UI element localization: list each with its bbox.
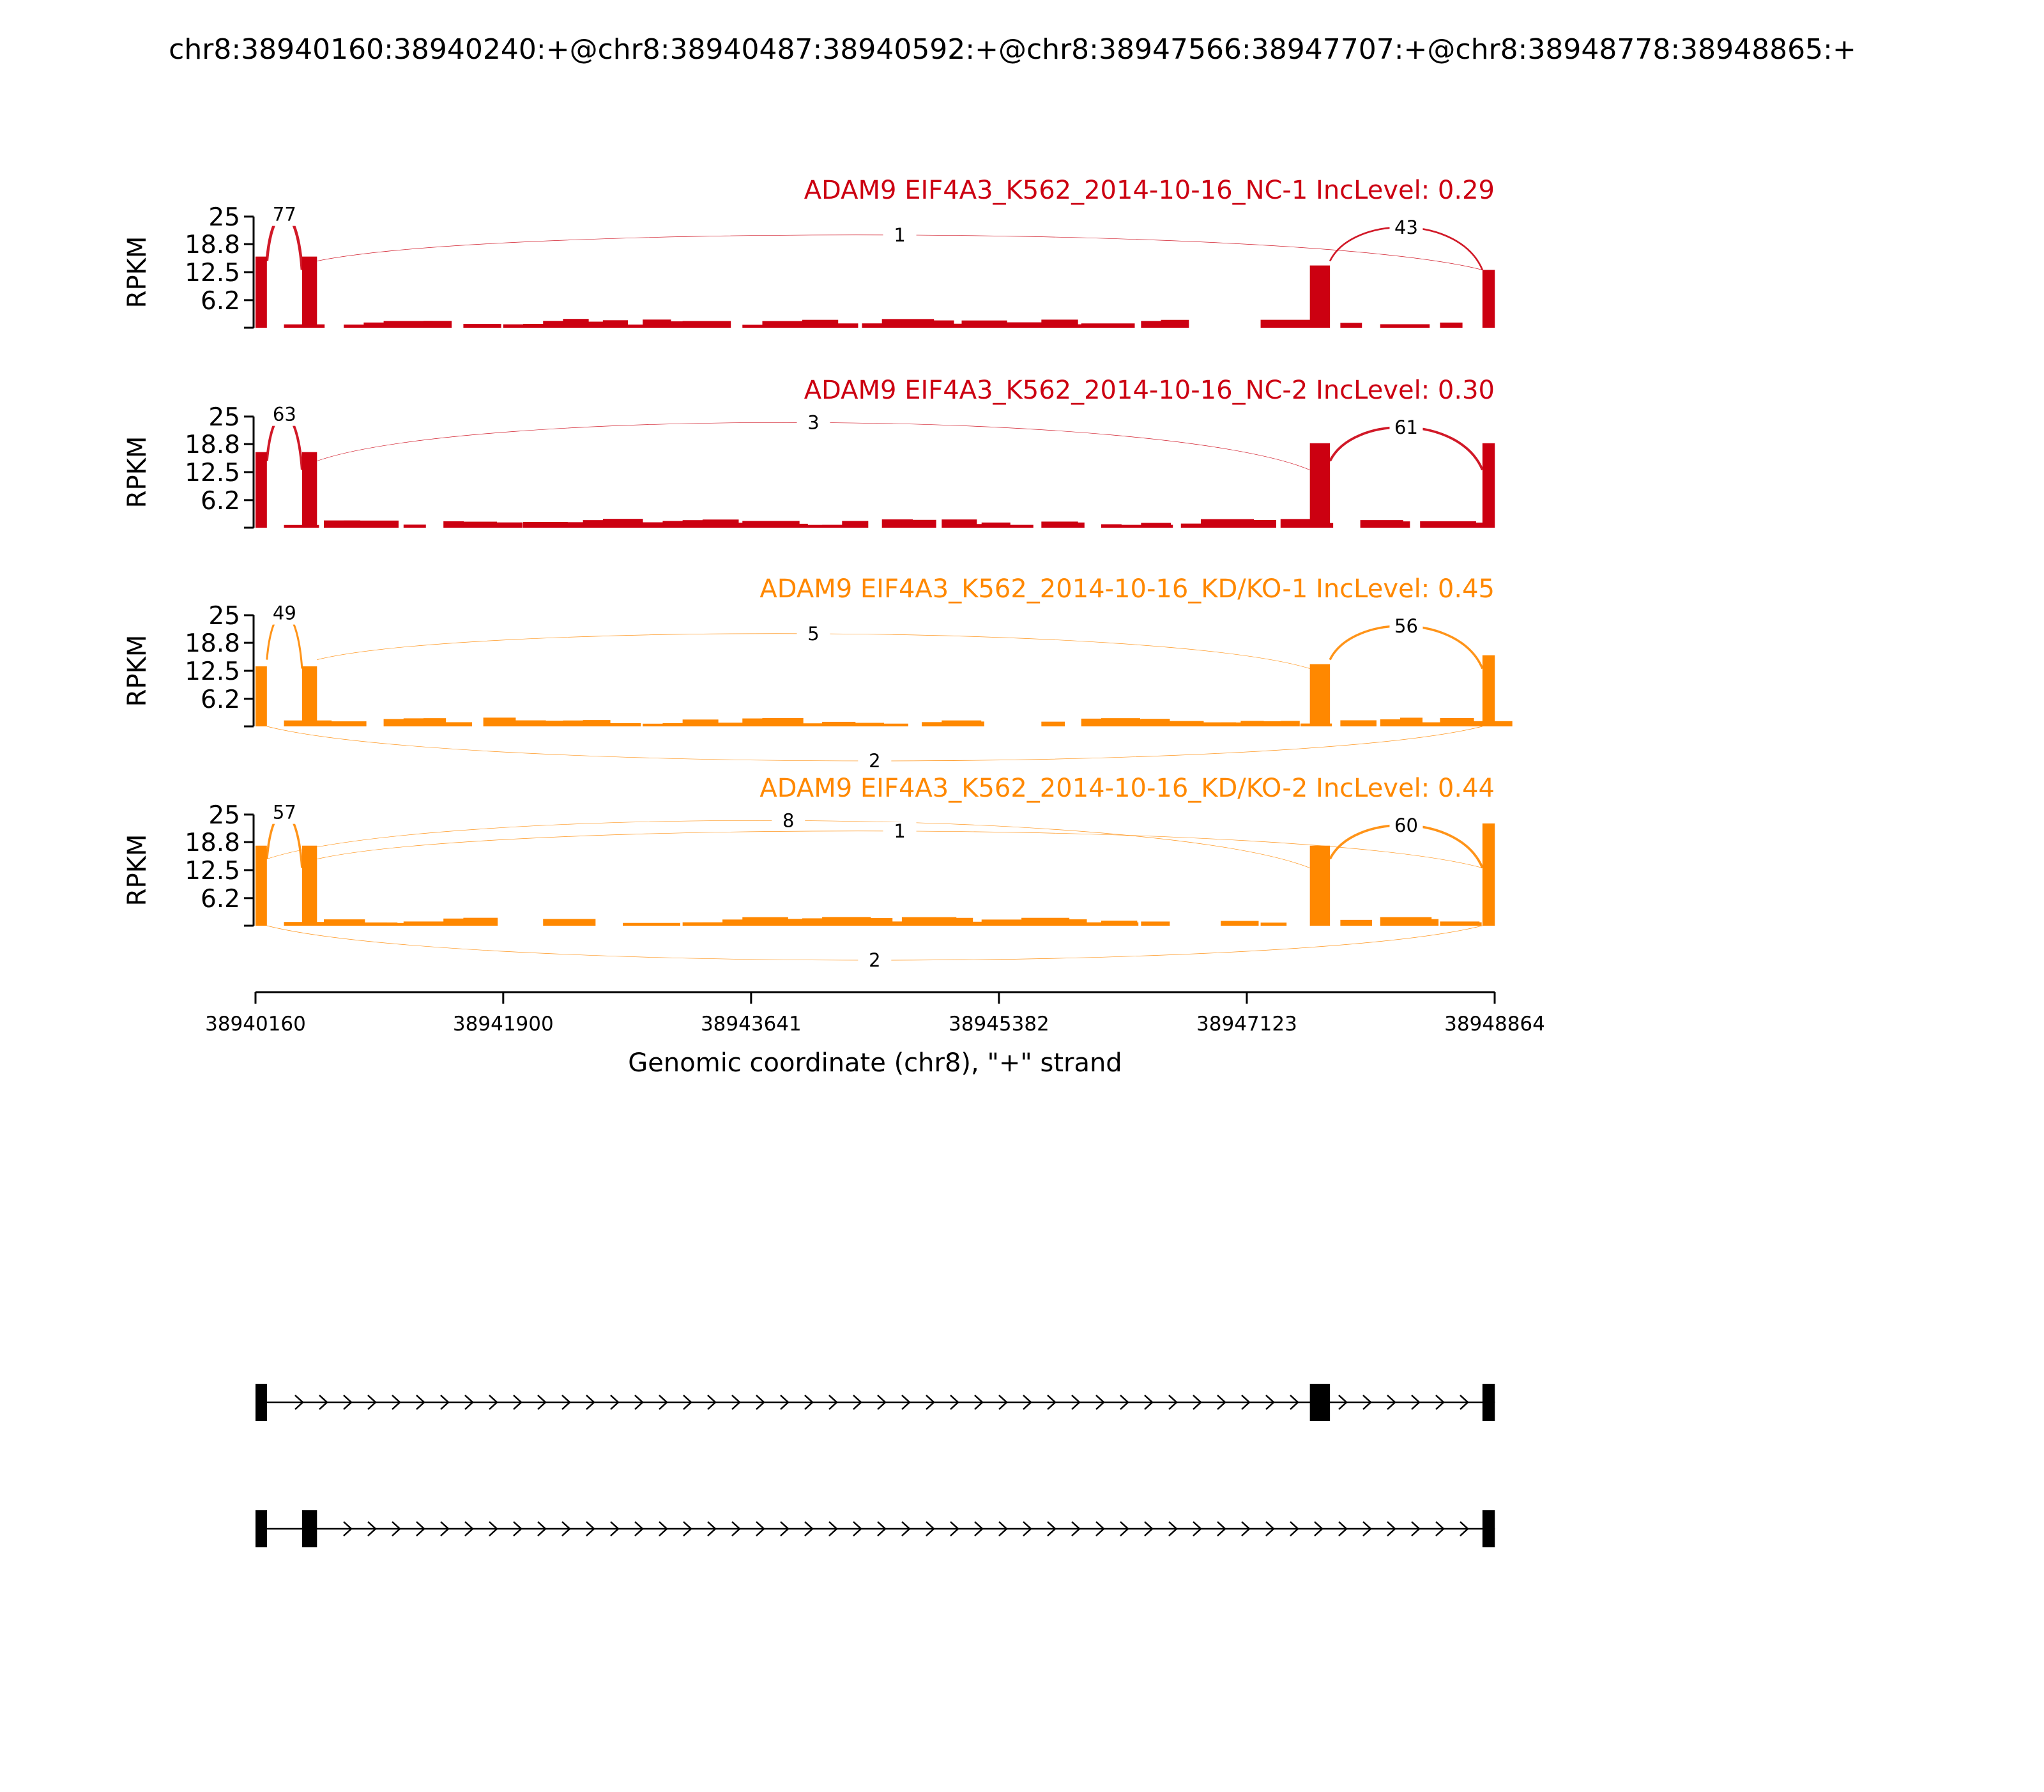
x-tick-label: 38941900	[452, 1013, 554, 1036]
y-tick-label: 25	[208, 403, 240, 432]
exon-block	[256, 1510, 267, 1547]
coverage-bar	[1460, 523, 1484, 528]
y-tick-label: 18.8	[185, 629, 240, 659]
exon-block	[302, 1510, 317, 1547]
coverage-bar	[722, 919, 743, 926]
coverage-bar	[1440, 323, 1462, 328]
coverage-bar	[862, 724, 908, 726]
y-tick-label: 12.5	[185, 459, 240, 487]
exon-coverage-bar	[1483, 655, 1495, 726]
exon-coverage-bar	[256, 257, 267, 328]
coverage-bar	[1340, 323, 1362, 328]
coverage-bar	[543, 919, 595, 926]
y-tick-label: 6.2	[200, 884, 240, 914]
coverage-bar	[1101, 525, 1122, 528]
junction-count: 63	[272, 403, 296, 425]
panel-label: ADAM9 EIF4A3_K562_2014-10-16_KD/KO-1 IncLevel: 0.45	[759, 574, 1495, 604]
coverage-bar	[1240, 524, 1263, 528]
coverage-bar	[1002, 525, 1033, 528]
coverage-bar	[822, 323, 858, 328]
coverage-panel-4	[123, 774, 1495, 972]
coverage-bar	[1221, 921, 1258, 926]
exon-block	[1310, 1384, 1330, 1421]
coverage-bar	[662, 723, 685, 726]
junction-count: 56	[1394, 615, 1418, 637]
y-axis-label: RPKM	[123, 436, 152, 509]
coverage-bar	[324, 721, 367, 726]
coverage-bar	[423, 718, 446, 726]
y-tick-label: 18.8	[185, 231, 240, 260]
coverage-bar	[1281, 721, 1300, 726]
y-tick-label: 12.5	[185, 857, 240, 885]
coverage-bar	[1141, 523, 1171, 528]
coverage-bar	[922, 722, 943, 726]
y-tick-label: 25	[208, 602, 240, 631]
x-tick-label: 38943641	[700, 1013, 802, 1036]
coverage-bar	[443, 521, 464, 528]
y-tick-label: 12.5	[185, 259, 240, 287]
x-tick-label: 38947123	[1196, 1013, 1297, 1036]
coverage-panel-1	[123, 176, 1495, 328]
coverage-bar	[742, 325, 765, 328]
junction-count: 5	[807, 622, 820, 645]
x-axis	[205, 992, 1545, 1078]
exon-coverage-bar	[256, 666, 267, 726]
panel-label: ADAM9 EIF4A3_K562_2014-10-16_NC-1 IncLevel: 0.29	[804, 176, 1495, 205]
coverage-panel-2	[123, 376, 1495, 528]
isoform-track-2	[256, 1510, 1495, 1547]
exon-coverage-bar	[1483, 270, 1495, 328]
coverage-bar	[683, 321, 731, 328]
coverage-bar	[443, 722, 472, 726]
figure-title: chr8:38940160:38940240:+@chr8:38940487:38940592:+@chr8:38947566:38947707:+@chr8:38948778:38948865:+	[169, 33, 1856, 66]
coverage-bar	[1340, 920, 1372, 926]
coverage-bar	[484, 523, 523, 528]
exon-coverage-bar	[302, 257, 317, 328]
coverage-panels	[123, 176, 1513, 972]
y-tick-label: 18.8	[185, 431, 240, 460]
junction-count: 1	[894, 820, 906, 842]
coverage-panel-3	[123, 574, 1513, 772]
exon-coverage-bar	[1483, 823, 1495, 926]
exon-coverage-bar	[1310, 846, 1330, 926]
junction-count: 3	[807, 411, 820, 434]
exon-coverage-bar	[1483, 443, 1495, 528]
coverage-bar	[1340, 720, 1377, 726]
y-tick-label: 6.2	[200, 685, 240, 714]
y-tick-label: 6.2	[200, 286, 240, 316]
coverage-bar	[782, 923, 802, 926]
junction-count: 8	[782, 809, 795, 832]
y-axis-label: RPKM	[123, 834, 152, 907]
coverage-bar	[762, 718, 803, 726]
coverage-bar	[1380, 521, 1410, 528]
coverage-bar	[1002, 323, 1043, 328]
coverage-bar	[1261, 721, 1283, 726]
coverage-bar	[423, 321, 452, 328]
coverage-bar	[1041, 919, 1087, 926]
coverage-bar	[1261, 923, 1287, 926]
coverage-bar	[1062, 523, 1085, 528]
isoform-tracks	[256, 1384, 1495, 1547]
junction-count: 60	[1394, 814, 1418, 836]
exon-coverage-bar	[256, 452, 267, 528]
background-coverage	[284, 917, 1482, 926]
x-tick-label: 38940160	[205, 1013, 306, 1036]
junction-count: 2	[869, 750, 881, 772]
junction-count: 57	[272, 801, 296, 823]
coverage-bar	[503, 721, 546, 726]
y-tick-label: 18.8	[185, 829, 240, 858]
y-tick-label: 25	[208, 801, 240, 830]
exon-block	[1483, 1384, 1495, 1421]
panel-label: ADAM9 EIF4A3_K562_2014-10-16_KD/KO-2 IncLevel: 0.44	[759, 774, 1495, 803]
y-axis-label: RPKM	[123, 236, 152, 309]
coverage-bar	[623, 923, 680, 926]
coverage-bar	[603, 723, 641, 726]
coverage-bar	[902, 520, 936, 528]
exon-coverage-bar	[302, 666, 317, 726]
x-tick-label: 38945382	[949, 1013, 1049, 1036]
coverage-bar	[1101, 921, 1137, 926]
exon-coverage-bar	[1310, 266, 1330, 328]
background-coverage	[284, 519, 1484, 528]
coverage-bar	[842, 521, 868, 528]
exon-block	[256, 1384, 267, 1421]
coverage-bar	[962, 721, 984, 726]
coverage-bar	[1380, 324, 1430, 328]
isoform-track-1	[256, 1384, 1495, 1421]
exon-coverage-bar	[1310, 664, 1330, 726]
junction-count: 61	[1394, 416, 1418, 438]
junction-count: 77	[272, 203, 296, 226]
coverage-bar	[1041, 722, 1065, 726]
exon-coverage-bar	[256, 846, 267, 926]
coverage-bar	[1240, 721, 1263, 726]
x-tick-label: 38948864	[1444, 1013, 1545, 1036]
coverage-bar	[1081, 323, 1135, 328]
coverage-bar	[463, 918, 498, 926]
y-axis-label: RPKM	[123, 634, 152, 707]
junction-count: 43	[1394, 216, 1418, 238]
coverage-bar	[404, 921, 446, 926]
y-tick-label: 6.2	[200, 486, 240, 516]
exon-coverage-bar	[1310, 443, 1330, 528]
junction-count: 49	[272, 602, 296, 624]
coverage-bar	[1460, 923, 1482, 926]
background-coverage	[284, 319, 1463, 328]
panel-label: ADAM9 EIF4A3_K562_2014-10-16_NC-2 IncLevel: 0.30	[804, 376, 1495, 405]
coverage-bar	[404, 525, 426, 528]
junction-count: 2	[869, 949, 881, 971]
coverage-bar	[363, 523, 393, 528]
coverage-bar	[722, 523, 744, 528]
coverage-bar	[1161, 320, 1189, 328]
exon-coverage-bar	[302, 846, 317, 926]
exon-block	[1483, 1510, 1495, 1547]
junction-count: 1	[894, 224, 906, 246]
y-tick-label: 25	[208, 203, 240, 232]
coverage-bar	[463, 324, 501, 328]
coverage-bar	[1400, 717, 1422, 726]
coverage-bar	[1400, 919, 1438, 926]
coverage-bar	[1141, 921, 1170, 926]
y-tick-label: 12.5	[185, 657, 240, 686]
x-axis-label: Genomic coordinate (chr8), "+" strand	[628, 1048, 1122, 1078]
coverage-bar	[962, 524, 984, 528]
exon-coverage-bar	[302, 452, 317, 528]
